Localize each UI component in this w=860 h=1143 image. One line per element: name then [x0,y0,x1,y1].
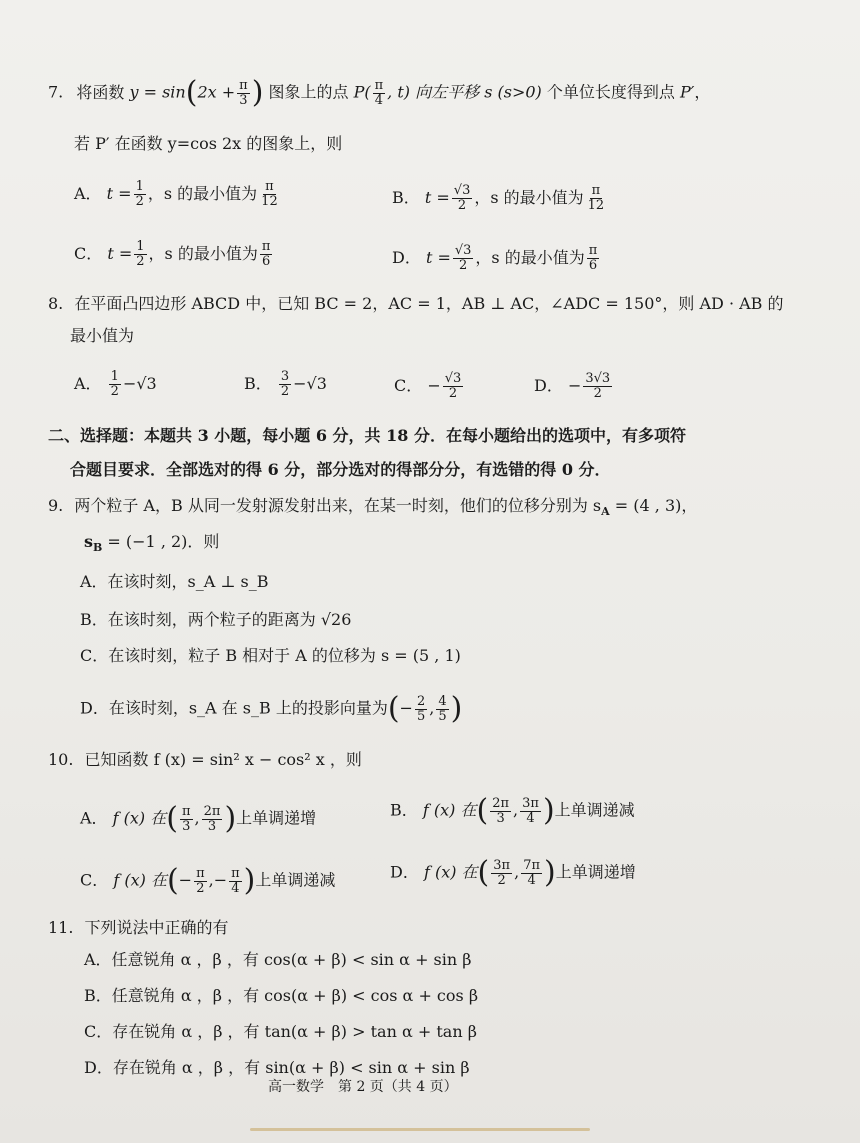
q10-c-rparen: ) [243,863,256,898]
q8-c-label: C． [394,376,423,395]
q10-line1 [48,750,362,770]
q11-option-b: B．任意锐角 α ，β ，有 cos(α + β) < cos α + cos β [84,986,479,1005]
page-footer: 高一数学 第 2 页（共 4 页） [268,1079,458,1095]
q8-number: 8. [48,294,64,313]
q7-b-t-num: √3 [453,183,471,198]
q9-d-frac2 [436,695,448,724]
q10-b-ad: 3 [496,810,505,826]
q7-lparen: ( [185,75,198,110]
q7-d-t: t = [425,248,451,267]
q8-c-frac [443,372,464,401]
q7-c-frac-t [134,240,146,269]
q8-text: 在平面凸四边形 ABCD 中，已知 BC = 2，AC = 1，AB ⊥ AC，∠ADC = 150°，则 AD · AB 的 [74,294,784,313]
q10-d-an: 3π [493,857,511,873]
q7-b-t-den: 2 [457,198,467,213]
q9-tail: = (4 , 3)， [609,496,698,515]
q9-d-n2: 4 [438,693,447,709]
q10-b-bn: 3π [522,795,539,811]
q7-line2: 若 P′ 在函数 y=cos 2x 的图象上，则 [74,134,343,153]
q7-b-s-num: π [591,183,601,198]
q7-frac-pi3-num: π [239,77,248,93]
q10-c-label: C． [80,870,109,890]
q11-number: 11. [48,918,74,937]
q8-c-num: √3 [444,371,462,386]
q7-a-frac-s [259,180,280,209]
q8-c-den: 2 [448,386,458,401]
q7-line1 [48,75,711,110]
q10-b-frac1 [490,797,511,826]
q7-a-mid: ，s 的最小值为 [147,184,258,203]
q9-sub-a: A [601,505,610,519]
q7-c-s-num: π [261,239,271,254]
q9-d-n1: 2 [416,693,426,709]
q10-a-pre: f (x) 在 [112,808,167,828]
q7-d-t-num: √3 [454,243,472,258]
q7-shift: , t) 向左平移 [387,82,480,102]
section2-line2: 合题目要求．全部选对的得 6 分，部分选对的得部分分，有选错的得 0 分． [70,460,611,479]
q10-a-an: π [181,803,191,819]
q7-c-mid: ，s 的最小值为 [148,244,258,263]
q10-a-lparen: ( [166,801,178,836]
q7-c-s-den: 6 [261,254,271,269]
q10-c-post: 上单调递减 [255,870,336,890]
q10-d-rparen: ) [544,855,556,890]
q7-frac-pi3 [237,79,250,108]
q10-c-bn: π [231,865,240,881]
q7-option-a [74,180,282,209]
q7-d-frac-t [453,244,474,273]
q7-a-t-num: 1 [135,179,144,194]
q8-b-den: 2 [280,384,290,399]
q8-d-num: 3√3 [585,371,611,386]
q7-a-t-den: 2 [135,194,144,209]
q10-a-ad: 3 [182,818,191,834]
q11-option-c: C．存在锐角 α ，β ，有 tan(α + β) > tan α + tan β [84,1022,477,1041]
q8-c-pre: − [427,376,441,395]
q7-b-t: t = [424,188,450,207]
q8-a-frac [109,370,121,399]
q7-a-label: A． [74,184,102,203]
q9-text: 两个粒子 A，B 从同一发射源发射出来，在某一时刻，他们的位移分别为 s [74,496,602,515]
q7-d-mid: ，s 的最小值为 [475,248,585,267]
q8-a-label: A． [74,374,102,393]
q9-d-rparen: ) [450,691,463,726]
q9-d-d1: 5 [416,708,426,724]
q7-text-b: 图象上的点 [268,82,349,102]
q8-a-num: 1 [110,369,119,384]
q7-option-d [392,244,601,273]
q10-b-an: 2π [492,795,510,811]
q10-d-post: 上单调递增 [555,862,636,882]
q8-a-rest: −√3 [122,374,157,393]
q10-c-frac2 [229,867,242,896]
q9-line1 [48,496,697,522]
q9-option-a: A．在该时刻，s_A ⊥ s_B [80,572,269,591]
q7-arg: 2x + [197,82,236,102]
q9-number: 9. [48,496,64,515]
q8-d-pre: − [567,376,582,395]
q7-frac-pi4-den: 4 [374,92,384,108]
q10-d-label: D． [390,862,419,882]
q7-s: s (s>0) [484,82,542,102]
q9-d-lparen: ( [387,691,400,726]
q10-a-label: A． [80,808,108,828]
q7-number: 7. [48,82,64,102]
q10-b-bd: 4 [526,810,535,826]
q7-a-t: t = [106,184,132,203]
q7-d-frac-s [587,244,600,273]
q9-line2 [84,532,219,558]
q10-b-rparen: ) [542,793,555,828]
page-edge-stripe [250,1128,590,1131]
q7-text-a: 将函数 [76,82,125,102]
q11-line1 [48,918,229,938]
q9-line2-tail: = (−1 , 2)．则 [102,532,220,551]
q10-b-frac2 [520,797,541,826]
q7-a-frac-t [134,180,146,209]
q7-b-label: B． [392,188,420,207]
q10-a-frac1 [180,805,193,834]
q7-frac-pi4 [373,79,386,108]
q10-c-lparen: ( [166,863,179,898]
q10-b-post: 上单调递减 [554,800,635,820]
q8-option-b [244,370,327,399]
q10-a-post: 上单调递增 [236,808,317,828]
section2-line1: 二、选择题：本题共 3 小题，每小题 6 分，共 18 分．在每小题给出的选项中，有多项符 [48,426,686,445]
q7-c-frac-s [260,240,273,269]
q10-c-ad: 2 [196,880,205,896]
q9-sub-b: B [93,541,103,555]
q9-option-d: D．在该时刻，s_A 在 s_B 上的投影向量为(− $\frac{2}{5}$ , $\frac{4}{5}$ ) [80,691,463,726]
q10-a-rparen: ) [224,801,237,836]
q7-b-frac-t [452,184,473,213]
q10-option-d: D． f (x) 在( $\frac{3\pi}{2}$ , $\frac{7\pi}{4}$ )上单调递增 [390,855,636,890]
q10-a-bd: 3 [207,818,217,834]
q8-option-c [394,372,465,401]
q8-d-label: D． [534,376,563,395]
q8-line2: 最小值为 [70,326,135,345]
q10-c-an: π [196,865,205,881]
q7-b-frac-s [586,184,607,213]
q7-a-s-den: 12 [261,194,278,209]
q9-d-text: D．在该时刻，s_A 在 s_B 上的投影向量为 [80,698,388,718]
q10-d-bd: 4 [527,872,536,888]
q11-option-d: D．存在锐角 α ，β ，有 sin(α + β) < sin α + sin β [84,1058,470,1077]
q10-d-pre: f (x) 在 [423,862,478,882]
q7-d-s-den: 6 [588,258,598,273]
q10-d-frac1 [491,859,512,888]
q10-option-b: B． f (x) 在( $\frac{2\pi}{3}$ , $\frac{3\pi}{4}$ )上单调递减 [390,793,635,828]
q8-a-den: 2 [110,384,119,399]
q8-option-d [534,372,614,401]
q7-func: y = sin [129,82,186,102]
q8-b-num: 3 [280,369,290,384]
q10-c-bd: 4 [231,880,240,896]
q8-b-frac [279,370,291,399]
q8-b-label: B． [244,374,272,393]
q10-b-lparen: ( [476,793,489,828]
q10-a-bn: 2π [203,803,221,819]
q7-option-c [74,240,274,269]
q7-a-s-num: π [265,179,274,194]
q7-d-label: D． [392,248,421,267]
q8-line1 [48,294,784,314]
q10-d-lparen: ( [477,855,490,890]
q10-option-a: A． f (x) 在( $\frac{\pi}{3}$ , $\frac{2\pi}{3}$ )上单调递增 [80,801,317,836]
q10-text: 已知函数 f (x) = sin² x − cos² x ，则 [84,750,362,769]
q10-a-frac2 [202,805,223,834]
q10-d-bn: 7π [523,857,541,873]
q7-d-t-den: 2 [459,258,468,273]
q7-frac-pi3-den: 3 [239,92,248,108]
q7-pprime: P′ [679,82,695,102]
q9-sb: s [84,532,94,551]
q9-d-frac1 [415,695,427,724]
q11-option-a: A．任意锐角 α ，β ，有 cos(α + β) < sin α + sin β [84,950,472,969]
q7-c-t: t = [107,244,133,263]
q7-frac-pi4-num: π [374,77,384,93]
q8-option-a [74,370,157,399]
q7-b-s-den: 12 [587,198,605,213]
q10-number: 10. [48,750,74,769]
q7-d-s-num: π [588,243,598,258]
q8-d-den: 2 [593,386,602,401]
q7-c-t-den: 2 [136,254,145,269]
q10-b-label: B． [390,800,418,820]
q7-point: P( [353,82,371,102]
q8-d-frac [583,372,612,401]
q7-comma: ， [694,82,711,102]
q10-d-frac2 [521,859,542,888]
q7-b-mid: ，s 的最小值为 [474,188,584,207]
q7-c-label: C． [74,244,103,263]
q10-d-ad: 2 [497,872,506,888]
q7-c-t-num: 1 [136,239,145,254]
q10-c-frac1 [194,867,207,896]
q8-b-rest: −√3 [293,374,327,393]
q9-option-c: C．在该时刻，粒子 B 相对于 A 的位移为 s = (5 , 1) [80,646,461,665]
q10-b-pre: f (x) 在 [422,800,477,820]
q7-option-b [392,184,608,213]
q10-c-pre: f (x) 在 [113,870,167,890]
q10-option-c: C． f (x) 在(− $\frac{\pi}{2}$ ,− $\frac{\pi}{4}$ )上单调递减 [80,863,336,898]
q9-d-d2: 5 [438,708,447,724]
q11-text: 下列说法中正确的有 [84,918,229,937]
q9-option-b: B．在该时刻，两个粒子的距离为 √26 [80,610,352,629]
q7-text-c: 个单位长度得到点 [546,82,675,102]
q7-rparen: ) [251,75,264,110]
